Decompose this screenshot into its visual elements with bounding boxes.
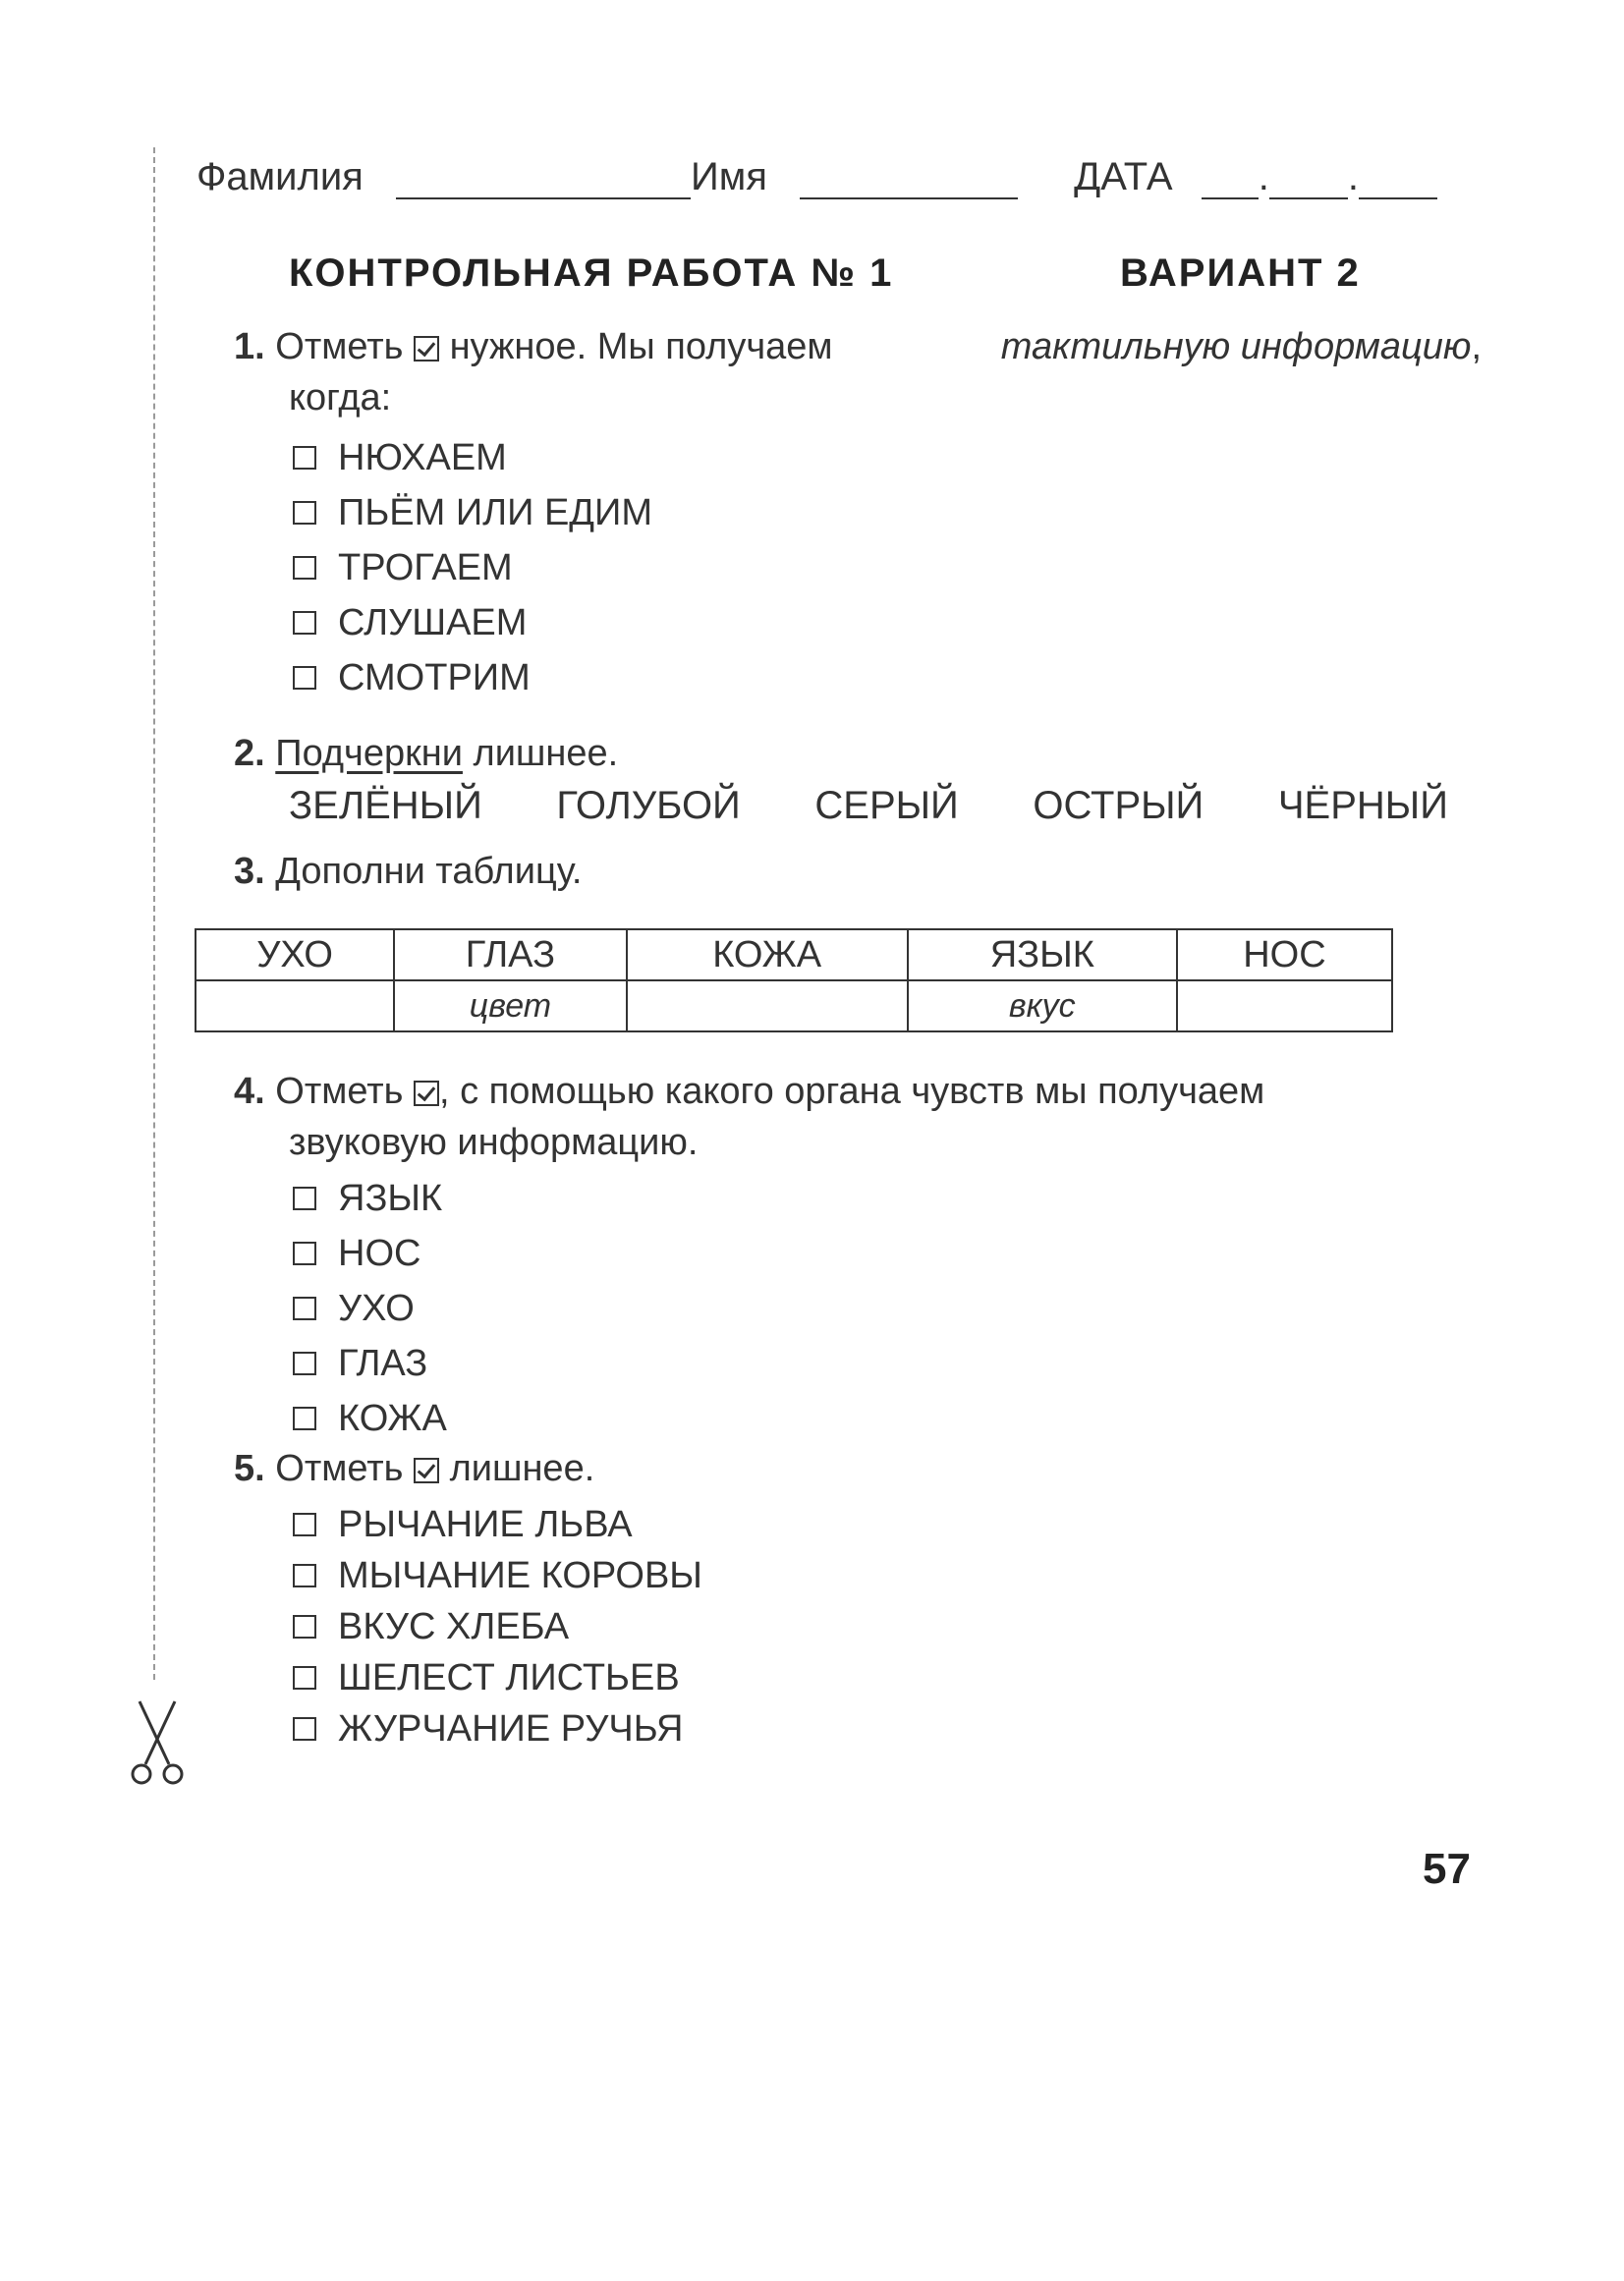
table-cell-empty[interactable] <box>627 980 908 1031</box>
table-cell: вкус <box>908 980 1177 1031</box>
checkbox[interactable] <box>293 1187 316 1210</box>
q4-text-line2: звуковую информацию. <box>289 1122 699 1163</box>
option-label: ЖУРЧАНИЕ РУЧЬЯ <box>338 1707 684 1750</box>
option-item[interactable] <box>293 1499 702 1550</box>
q2-word-row <box>289 784 1448 828</box>
scissors-icon <box>126 1699 189 1788</box>
option-item[interactable] <box>293 540 652 595</box>
q2-word[interactable]: СЕРЫЙ <box>814 784 959 827</box>
q3-instruction: Дополни таблицу. <box>275 851 583 892</box>
checkbox[interactable] <box>293 1717 316 1741</box>
option-label: ГЛАЗ <box>338 1342 428 1384</box>
q2-text-rest: лишнее. <box>473 733 619 774</box>
q2-word[interactable]: ЧЁРНЫЙ <box>1277 784 1448 827</box>
option-item[interactable] <box>293 1336 447 1391</box>
option-label: УХО <box>338 1287 415 1329</box>
q5-text-a: Отметь <box>275 1448 404 1489</box>
checkbox[interactable] <box>293 501 316 525</box>
table-header-cell: ГЛАЗ <box>394 929 626 980</box>
q2-word[interactable]: ЗЕЛЁНЫЙ <box>289 784 482 827</box>
option-label: СЛУШАЕМ <box>338 601 528 643</box>
checkbox[interactable] <box>293 1242 316 1265</box>
checked-box-icon <box>414 1081 439 1106</box>
checked-box-icon <box>414 336 439 362</box>
table-header-cell: КОЖА <box>627 929 908 980</box>
q4-text <box>234 1071 1482 1113</box>
checked-box-icon <box>414 1458 439 1483</box>
q4-number: 4. <box>234 1071 265 1112</box>
q1-number: 1. <box>234 326 265 367</box>
work-title: КОНТРОЛЬНАЯ РАБОТА № 1 <box>289 251 894 295</box>
date-label: ДАТА <box>1074 155 1173 198</box>
table-header-cell: УХО <box>196 929 394 980</box>
table-row <box>196 980 1392 1031</box>
q2-word[interactable]: ОСТРЫЙ <box>1033 784 1204 827</box>
option-item[interactable] <box>293 650 652 705</box>
option-label: РЫЧАНИЕ ЛЬВА <box>338 1503 633 1545</box>
checkbox[interactable] <box>293 446 316 470</box>
surname-label: Фамилия <box>196 155 364 198</box>
option-label: ПЬЁМ ИЛИ ЕДИМ <box>338 491 652 533</box>
date-day-field[interactable] <box>1202 164 1259 199</box>
option-label: КОЖА <box>338 1397 447 1439</box>
checkbox[interactable] <box>293 1297 316 1320</box>
q1-options <box>293 430 652 705</box>
option-item[interactable] <box>293 1652 702 1703</box>
date-year-field[interactable] <box>1359 164 1437 199</box>
checkbox[interactable] <box>293 666 316 690</box>
checkbox[interactable] <box>293 1513 316 1536</box>
option-item[interactable] <box>293 1171 447 1226</box>
name-label: Имя <box>690 155 767 198</box>
name-field[interactable] <box>800 164 1018 199</box>
option-item[interactable] <box>293 1226 447 1281</box>
option-label: МЫЧАНИЕ КОРОВЫ <box>338 1554 702 1596</box>
option-item[interactable] <box>293 1703 702 1754</box>
q5-options <box>293 1499 702 1754</box>
table-cell-empty[interactable] <box>1177 980 1392 1031</box>
checkbox[interactable] <box>293 1564 316 1587</box>
option-label: НЮХАЕМ <box>338 436 507 478</box>
checkbox[interactable] <box>293 1352 316 1375</box>
q2-number: 2. <box>234 733 265 774</box>
option-item[interactable] <box>293 1391 447 1446</box>
option-label: ЯЗЫК <box>338 1177 443 1219</box>
q1-italic: тактильную информацию <box>1000 326 1472 367</box>
table-header-cell: ЯЗЫК <box>908 929 1177 980</box>
option-label: ТРОГАЕМ <box>338 546 513 588</box>
page-number: 57 <box>1423 1845 1471 1893</box>
option-item[interactable] <box>293 595 652 650</box>
option-item[interactable] <box>293 1550 702 1601</box>
q5-number: 5. <box>234 1448 265 1489</box>
q5-text-b: лишнее. <box>449 1448 595 1489</box>
cut-line <box>153 147 155 1680</box>
q2-text <box>234 733 618 775</box>
q3-text <box>234 851 582 893</box>
q1-text-line2: когда: <box>289 377 392 418</box>
surname-field[interactable] <box>396 164 691 199</box>
q4-text-a: Отметь <box>275 1071 404 1112</box>
q1-text-b: нужное. Мы получаем <box>449 326 833 367</box>
option-item[interactable] <box>293 1601 702 1652</box>
date-separator: . <box>1258 155 1269 198</box>
date-month-field[interactable] <box>1269 164 1348 199</box>
table-cell-empty[interactable] <box>196 980 394 1031</box>
checkbox[interactable] <box>293 1615 316 1639</box>
checkbox[interactable] <box>293 611 316 635</box>
senses-table <box>195 928 1393 1032</box>
option-item[interactable] <box>293 1281 447 1336</box>
q1-text <box>234 326 1482 368</box>
q4-text-b: , с помощью какого органа чувств мы получаем <box>439 1071 1265 1112</box>
q2-underlined-word: Подчеркни <box>275 733 463 774</box>
table-cell: цвет <box>394 980 626 1031</box>
option-label: НОС <box>338 1232 421 1274</box>
option-item[interactable] <box>293 485 652 540</box>
option-label: ШЕЛЕСТ ЛИСТЬЕВ <box>338 1656 680 1698</box>
q4-options <box>293 1171 447 1446</box>
q5-text <box>234 1448 594 1490</box>
checkbox[interactable] <box>293 556 316 580</box>
q1-text-a: Отметь <box>275 326 404 367</box>
option-item[interactable] <box>293 430 652 485</box>
date-separator: . <box>1347 155 1359 198</box>
option-label: ВКУС ХЛЕБА <box>338 1605 570 1647</box>
option-label: СМОТРИМ <box>338 656 531 698</box>
table-header-row <box>196 929 1392 980</box>
table-header-cell: НОС <box>1177 929 1392 980</box>
q3-number: 3. <box>234 851 265 892</box>
q2-word[interactable]: ГОЛУБОЙ <box>556 784 741 827</box>
checkbox[interactable] <box>293 1666 316 1690</box>
variant-title: ВАРИАНТ 2 <box>1120 251 1361 295</box>
checkbox[interactable] <box>293 1407 316 1430</box>
q1-text-c: , <box>1471 326 1482 367</box>
header-row <box>196 155 1437 199</box>
